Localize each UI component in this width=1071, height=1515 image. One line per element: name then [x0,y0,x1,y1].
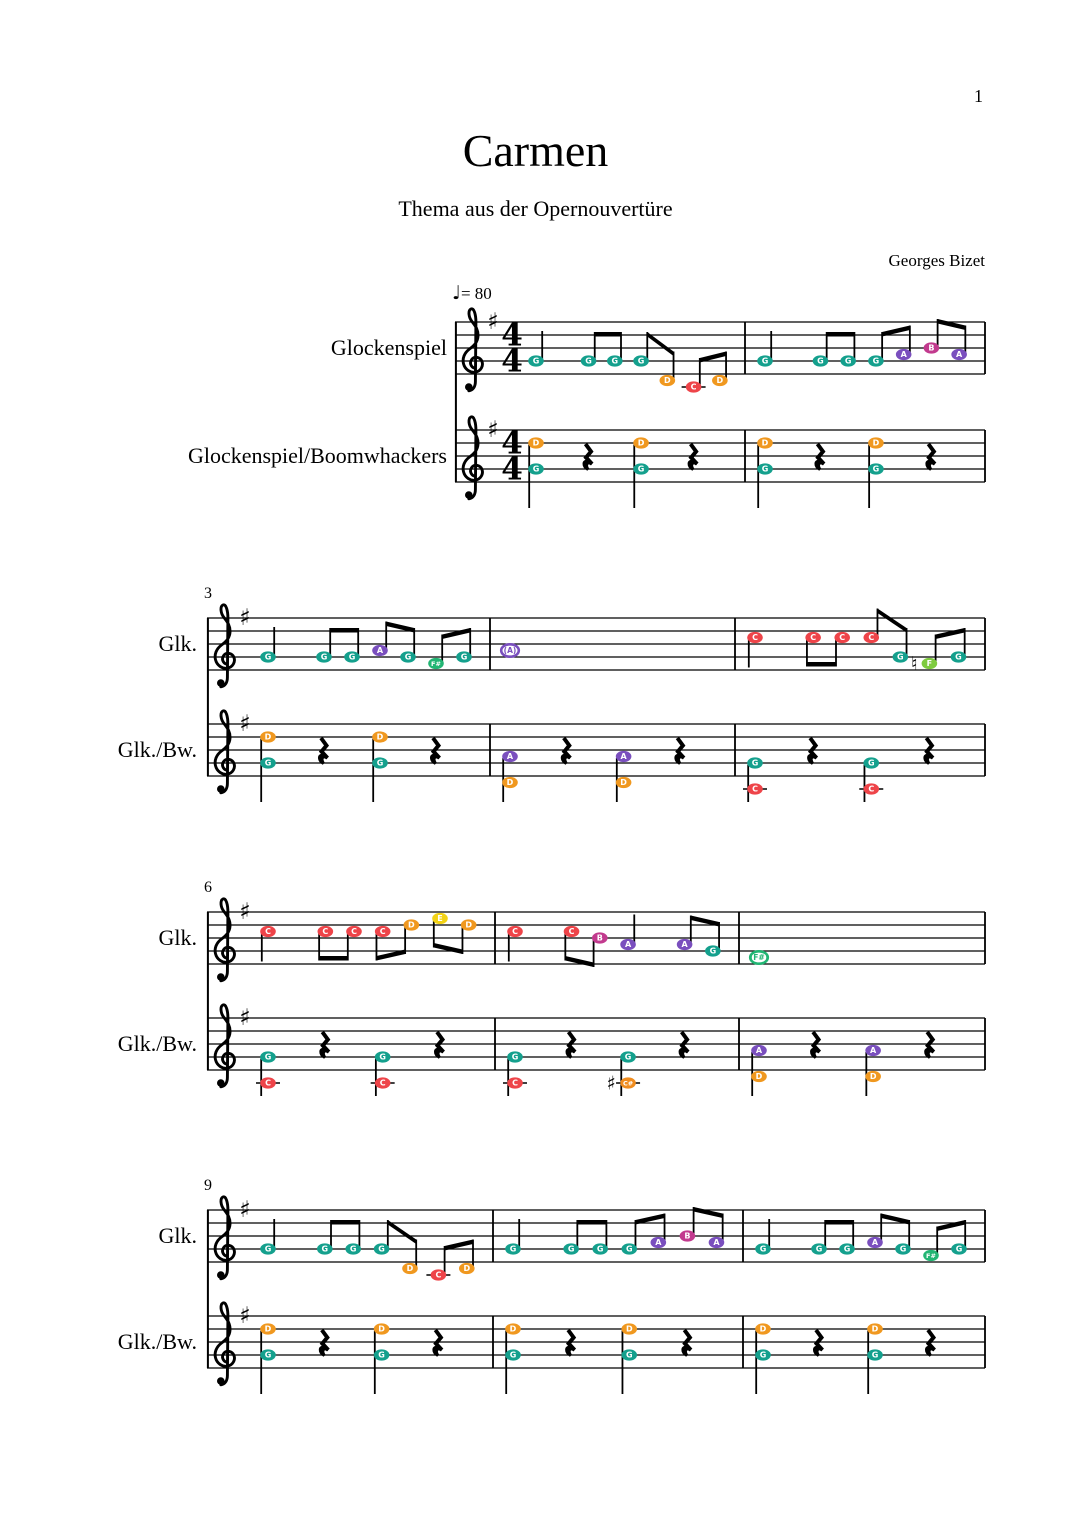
svg-text:G: G [624,1052,632,1062]
svg-text:G: G [761,356,769,366]
svg-text:C: C [868,784,875,794]
staff-label-glk-sys2: Glk. [158,631,197,656]
note-C [431,1269,447,1280]
note-C# [620,1077,636,1088]
svg-text:G: G [611,356,619,366]
note-G [528,463,544,474]
note-E [432,913,448,924]
composer: Georges Bizet [888,251,985,270]
note-C [260,926,276,937]
note-D [505,1323,521,1334]
note-D [757,437,773,448]
svg-text:♯: ♯ [239,1197,251,1223]
svg-text:G: G [264,1244,272,1254]
svg-text:G: G [264,652,272,662]
quarter-rest-icon [680,1032,688,1058]
note-C [564,926,580,937]
svg-text:G: G [511,1052,519,1062]
svg-text:♮: ♮ [911,653,918,675]
quarter-rest-icon [812,1032,820,1058]
svg-text:C: C [435,1270,442,1280]
quarter-rest-icon [683,1330,691,1356]
note-C [346,926,362,937]
svg-text:D: D [509,1324,517,1334]
svg-text:D: D [264,1324,272,1334]
svg-text:G: G [637,464,645,474]
note-G [507,1051,523,1062]
svg-text:D: D [506,778,514,788]
svg-text:A: A [713,1238,720,1248]
system-2 [207,605,985,802]
quarter-rest-icon [689,444,697,470]
svg-text:♯: ♯ [239,1005,251,1031]
svg-text:4: 4 [501,343,523,380]
note-D [865,1071,881,1082]
note-A [951,349,967,360]
svg-text:C#: C# [622,1079,634,1088]
svg-text:A: A [956,350,963,360]
svg-text:D: D [376,732,384,742]
note-G [757,463,773,474]
svg-text:D: D [532,438,540,448]
note-G [592,1243,608,1254]
note-B [924,342,940,353]
svg-text:♯: ♯ [239,899,251,925]
note-F# [428,658,444,669]
note-D [751,1071,767,1082]
staff-label-glk-bw-sys3: Glk./Bw. [117,1031,197,1056]
svg-text:C: C [868,633,875,643]
treble-clef-icon [215,1303,234,1385]
note-G [374,1243,390,1254]
svg-text:♯: ♯ [487,417,499,443]
svg-text:D: D [463,1264,471,1274]
note-D [404,919,420,930]
note-G [372,757,388,768]
note-G [633,355,649,366]
note-C [747,632,763,643]
note-G [755,1243,771,1254]
note-C [863,783,879,794]
svg-text:G: G [709,946,717,956]
note-D [755,1323,771,1334]
svg-text:D: D [755,1072,763,1082]
note-A [865,1045,881,1056]
note-D [502,777,518,788]
treble-clef-icon [463,309,482,391]
svg-text:D: D [264,732,272,742]
quarter-rest-icon [926,1330,934,1356]
note-G [747,757,763,768]
svg-text:♯: ♯ [239,711,251,737]
quarter-rest-icon [434,1330,442,1356]
quarter-note-icon: ♩ [452,282,461,304]
note-A [616,751,632,762]
svg-text:G: G [379,1052,386,1062]
note-G [620,1051,636,1062]
note-A [502,751,518,762]
svg-text:A: A [624,940,632,950]
note-G [607,355,623,366]
note-D [374,1323,390,1334]
svg-text:♯: ♯ [606,1072,616,1095]
staff-label-glk-bw-sys4: Glk./Bw. [117,1329,197,1354]
treble-clef-icon [215,1197,234,1279]
svg-text:G: G [817,356,824,366]
note-C [834,632,850,643]
note-G [260,1349,276,1360]
note-B [592,932,608,943]
note-A [651,1237,667,1248]
measure-number-9: 9 [204,1177,212,1194]
note-G [260,1243,276,1254]
note-G [260,1051,276,1062]
svg-text:D: D [664,376,671,386]
note-D [633,437,649,448]
svg-text:E: E [437,914,443,924]
note-G [633,463,649,474]
svg-text:G: G [625,1350,633,1360]
svg-text:G: G [761,464,769,474]
svg-text:G: G [376,758,384,768]
note-G [951,651,967,662]
note-G [867,1349,883,1360]
note-C [863,632,879,643]
note-A [709,1237,725,1248]
note-C [260,1077,276,1088]
svg-text:G: G [759,1244,767,1254]
system-1 [455,309,985,508]
svg-text:A: A [655,1238,662,1248]
svg-text:A: A [620,752,627,762]
svg-text:G: G [532,356,540,366]
note-G [621,1243,637,1254]
tempo-value: = 80 [460,284,492,303]
note-G [344,651,360,662]
svg-text:D: D [869,1072,877,1082]
svg-text:G: G [625,1244,633,1254]
svg-text:G: G [532,464,540,474]
quarter-rest-icon [584,444,592,470]
svg-text:C: C [379,1078,386,1088]
svg-text:D: D [406,1264,414,1274]
quarter-rest-icon [814,1330,822,1356]
svg-text:(A): (A) [503,646,517,656]
note-D [260,731,276,742]
note-A [867,1237,883,1248]
treble-clef-icon [215,605,234,687]
note-G [895,1243,911,1254]
svg-text:D: D [716,376,724,386]
note-G [563,1243,579,1254]
note-D [660,375,676,386]
note-C [375,926,391,937]
svg-text:G: G [264,1052,272,1062]
svg-text:G: G [567,1244,575,1254]
treble-clef-icon [215,899,234,981]
svg-text:D: D [378,1324,385,1334]
note-D [372,731,388,742]
note-C [686,381,702,392]
svg-text:G: G [897,652,904,662]
svg-text:G: G [844,356,852,366]
treble-clef-icon [463,417,482,499]
note-G [868,463,884,474]
treble-clef-icon [215,1005,234,1087]
note-A [677,939,693,950]
svg-text:A: A [755,1046,763,1056]
note-C [805,632,821,643]
quarter-rest-icon [431,738,439,764]
svg-text:♯: ♯ [239,605,251,631]
svg-text:D: D [408,920,415,930]
svg-text:G: G [815,1244,823,1254]
staff-label-glockenspiel-boomwhackers: Glockenspiel/Boomwhackers [187,443,447,468]
svg-text:D: D [620,778,627,788]
svg-text:D: D [637,438,645,448]
treble-clef-icon [215,711,234,793]
svg-text:A: A [871,1238,879,1248]
svg-text:G: G [751,758,759,768]
note-G [317,1243,333,1254]
svg-text:C: C [752,633,758,643]
note-C [375,1077,391,1088]
svg-text:G: G [759,1350,767,1360]
svg-text:C: C [512,1078,518,1088]
staff-label-glk-sys3: Glk. [158,925,197,950]
svg-text:C: C [351,927,357,937]
quarter-rest-icon [319,738,327,764]
note-C [747,783,763,794]
note-G [375,1051,391,1062]
svg-text:G: G [378,1350,385,1360]
note-A [751,1045,767,1056]
svg-text:A: A [681,940,688,950]
svg-text:F: F [926,659,933,669]
note-G [528,355,544,366]
note-G [505,1243,521,1254]
svg-text:D: D [759,1324,767,1334]
svg-text:C: C [690,382,697,392]
svg-text:C: C [379,927,386,937]
svg-text:C: C [512,927,518,937]
note-C [507,926,523,937]
svg-text:G: G [843,1244,851,1254]
svg-text:G: G [955,1244,963,1254]
svg-text:G: G [637,356,645,366]
staff-label-glk-sys4: Glk. [158,1223,197,1248]
note-A [896,349,912,360]
note-G [755,1349,771,1360]
svg-text:G: G [899,1244,907,1254]
subtitle: Thema aus der Opernouvertüre [398,196,673,221]
note-G [621,1349,637,1360]
note-G [951,1243,967,1254]
tempo-marking [452,282,492,304]
note-D [260,1323,276,1334]
svg-text:4: 4 [501,451,523,488]
note-G [400,651,416,662]
note-C [507,1077,523,1088]
note-D [459,1263,475,1274]
note-A [372,645,388,656]
svg-text:G: G [872,464,880,474]
note-D [621,1323,637,1334]
svg-text:♯: ♯ [239,1303,251,1329]
svg-text:A: A [506,752,514,762]
note-G [868,355,884,366]
svg-text:A: A [870,1046,877,1056]
staff-label-glockenspiel: Glockenspiel [330,335,447,360]
note-G [505,1349,521,1360]
note-G [893,651,909,662]
note-D [402,1263,418,1274]
svg-text:B: B [596,933,603,943]
quarter-rest-icon [926,1032,934,1058]
svg-text:D: D [871,1324,879,1334]
svg-text:C: C [265,1078,271,1088]
svg-text:B: B [928,343,935,353]
svg-text:C: C [810,633,817,643]
svg-text:D: D [872,438,880,448]
svg-text:♯: ♯ [487,309,499,335]
quarter-rest-icon [927,444,935,470]
measure-number-3: 3 [204,585,212,602]
note-G [705,945,721,956]
note-G [581,355,597,366]
system-3 [207,899,985,1096]
svg-text:G: G [404,652,412,662]
note-G [813,355,829,366]
svg-text:G: G [349,1244,357,1254]
note-G [863,757,879,768]
note-G [260,651,276,662]
quarter-rest-icon [567,1330,575,1356]
svg-text:F#: F# [431,660,441,669]
note-A [620,939,636,950]
quarter-rest-icon [676,738,684,764]
svg-text:G: G [872,356,880,366]
note-G [456,651,472,662]
svg-text:D: D [625,1324,633,1334]
note-D [528,437,544,448]
quarter-rest-icon [809,738,817,764]
note-A [501,644,519,656]
note-D [616,777,632,788]
svg-text:C: C [752,784,758,794]
system-4 [207,1197,985,1394]
svg-text:G: G [509,1350,517,1360]
svg-text:G: G [871,1350,879,1360]
svg-text:G: G [460,652,468,662]
note-G [757,355,773,366]
note-C [318,926,334,937]
svg-text:G: G [596,1244,604,1254]
svg-text:C: C [265,927,271,937]
note-F# [923,1250,939,1261]
note-F [922,658,938,669]
note-G [374,1349,390,1360]
quarter-rest-icon [321,1032,329,1058]
quarter-rest-icon [816,444,824,470]
svg-text:4: 4 [501,317,523,354]
note-G [839,1243,855,1254]
svg-text:C: C [568,927,575,937]
svg-text:C: C [322,927,329,937]
svg-text:D: D [761,438,769,448]
svg-text:G: G [955,652,962,662]
svg-text:G: G [264,758,272,768]
quarter-rest-icon [435,1032,443,1058]
svg-text:A: A [376,646,384,656]
note-G [811,1243,827,1254]
svg-text:C: C [839,633,846,643]
measure-number-6: 6 [204,879,212,896]
page-number: 1 [974,86,983,106]
note-G [260,757,276,768]
quarter-rest-icon [562,738,570,764]
note-D [461,919,477,930]
page-title: Carmen [462,125,609,176]
note-G [345,1243,361,1254]
svg-text:G: G [867,758,875,768]
svg-text:G: G [585,356,592,366]
svg-text:G: G [509,1244,517,1254]
svg-text:F#: F# [926,1252,936,1261]
svg-text:B: B [684,1231,691,1241]
staff-label-glk-bw-sys2: Glk./Bw. [117,737,197,762]
note-D [712,375,728,386]
svg-text:4: 4 [501,425,523,462]
svg-text:G: G [378,1244,385,1254]
svg-text:G: G [321,1244,329,1254]
quarter-rest-icon [925,738,933,764]
svg-text:G: G [348,652,356,662]
svg-text:A: A [900,350,907,360]
svg-text:G: G [320,652,328,662]
note-F# [750,951,768,963]
note-B [680,1230,696,1241]
svg-text:D: D [465,920,472,930]
quarter-rest-icon [567,1032,575,1058]
note-D [868,437,884,448]
note-G [840,355,856,366]
quarter-rest-icon [320,1330,328,1356]
svg-text:G: G [264,1350,272,1360]
svg-text:(F#): (F#) [749,953,769,963]
note-D [867,1323,883,1334]
note-G [316,651,332,662]
